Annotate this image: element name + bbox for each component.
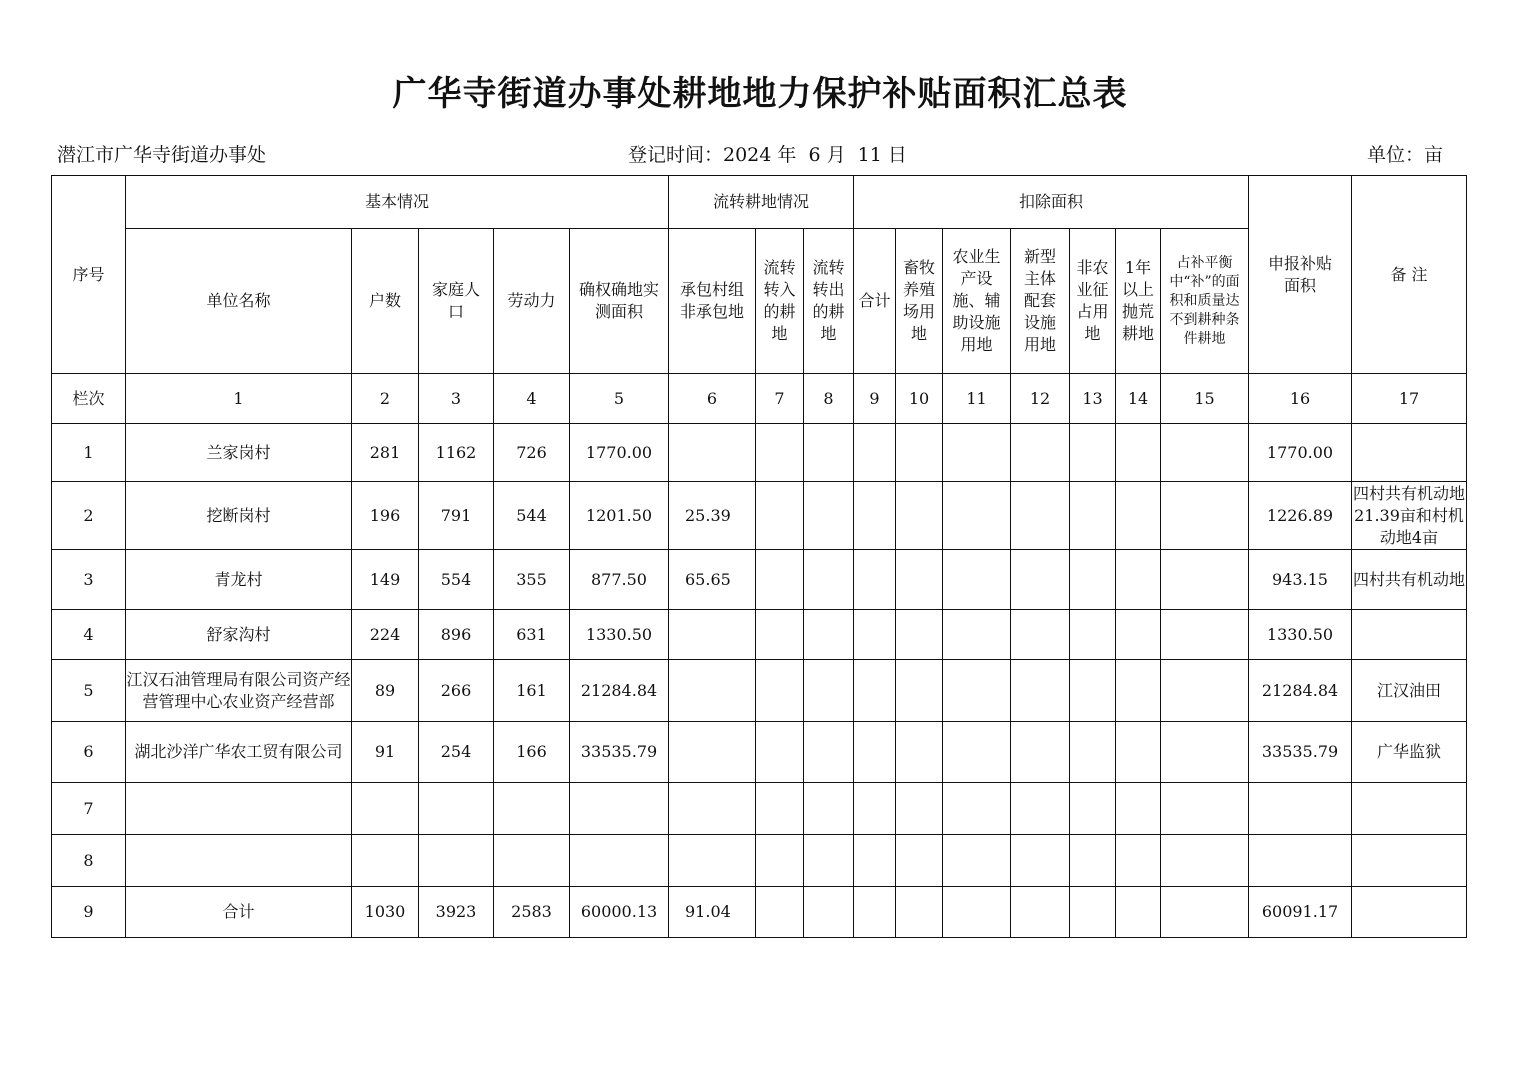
lanci-label: 栏次 — [52, 374, 126, 424]
empty-cell — [1070, 722, 1116, 783]
empty-cell — [1116, 660, 1161, 722]
empty-cell — [1116, 835, 1161, 887]
header-newtype: 新型主体配套设施用地 — [1011, 229, 1070, 374]
header-nonagri: 非农业征占用地 — [1070, 229, 1116, 374]
row-seq: 3 — [52, 550, 126, 610]
column-number: 2 — [352, 374, 419, 424]
column-number: 13 — [1070, 374, 1116, 424]
remark-cell — [1352, 835, 1467, 887]
header-group-deduct: 扣除面积 — [854, 176, 1249, 229]
table-row — [52, 887, 1467, 938]
empty-cell — [854, 783, 896, 835]
empty-cell — [1070, 424, 1116, 482]
column-number: 6 — [669, 374, 756, 424]
labor-cell: 355 — [494, 550, 570, 610]
empty-cell — [1011, 722, 1070, 783]
contract-cell — [669, 835, 756, 887]
area-cell: 1770.00 — [570, 424, 669, 482]
empty-cell — [854, 835, 896, 887]
unit-name-cell: 江汉石油管理局有限公司资产经营管理中心农业资产经营部 — [126, 660, 352, 722]
empty-cell — [804, 835, 854, 887]
empty-cell — [804, 482, 854, 550]
empty-cell — [943, 482, 1011, 550]
column-number: 1 — [126, 374, 352, 424]
area-cell: 877.50 — [570, 550, 669, 610]
remark-cell — [1352, 610, 1467, 660]
empty-cell — [1011, 424, 1070, 482]
family-cell: 3923 — [419, 887, 494, 938]
unit-name-cell — [126, 783, 352, 835]
header-group-basic: 基本情况 — [126, 176, 669, 229]
column-number: 17 — [1352, 374, 1467, 424]
empty-cell — [896, 660, 943, 722]
table-row — [52, 424, 1467, 482]
empty-cell — [854, 424, 896, 482]
table-row — [52, 482, 1467, 550]
empty-cell — [1161, 424, 1249, 482]
registration-date: 登记时间：2024 年 6 月 11 日 — [628, 144, 907, 166]
labor-cell: 726 — [494, 424, 570, 482]
contract-cell — [669, 783, 756, 835]
family-cell: 266 — [419, 660, 494, 722]
header-agri: 农业生产设施、辅助设施用地 — [943, 229, 1011, 374]
remark-cell: 四村共有机动地21.39亩和村机动地4亩 — [1352, 482, 1467, 550]
empty-cell — [756, 610, 804, 660]
declare-cell: 1226.89 — [1249, 482, 1352, 550]
empty-cell — [1070, 660, 1116, 722]
empty-cell — [1070, 610, 1116, 660]
empty-cell — [1161, 783, 1249, 835]
column-number: 3 — [419, 374, 494, 424]
page-title: 广华寺街道办事处耕地地力保护补贴面积汇总表 — [392, 74, 1128, 114]
header-out: 流转转出的耕地 — [804, 229, 854, 374]
header-group-transfer: 流转耕地情况 — [669, 176, 854, 229]
labor-cell: 161 — [494, 660, 570, 722]
family-cell: 254 — [419, 722, 494, 783]
unit-label: 单位：亩 — [1367, 144, 1444, 166]
empty-cell — [804, 424, 854, 482]
empty-cell — [1011, 660, 1070, 722]
column-number: 12 — [1011, 374, 1070, 424]
households-cell: 91 — [352, 722, 419, 783]
contract-cell — [669, 610, 756, 660]
remark-cell: 广华监狱 — [1352, 722, 1467, 783]
empty-cell — [1011, 610, 1070, 660]
empty-cell — [1161, 550, 1249, 610]
empty-cell — [1070, 835, 1116, 887]
family-cell: 1162 — [419, 424, 494, 482]
row-seq: 4 — [52, 610, 126, 660]
empty-cell — [1011, 482, 1070, 550]
column-number: 14 — [1116, 374, 1161, 424]
labor-cell — [494, 835, 570, 887]
empty-cell — [1116, 610, 1161, 660]
header-waste: 1年以上抛荒耕地 — [1116, 229, 1161, 374]
header-households: 户数 — [352, 229, 419, 374]
empty-cell — [854, 660, 896, 722]
empty-cell — [1161, 660, 1249, 722]
declare-cell: 21284.84 — [1249, 660, 1352, 722]
empty-cell — [896, 722, 943, 783]
header-in: 流转转入的耕地 — [756, 229, 804, 374]
empty-cell — [756, 887, 804, 938]
empty-cell — [804, 783, 854, 835]
households-cell: 196 — [352, 482, 419, 550]
header-name: 单位名称 — [126, 229, 352, 374]
column-number: 5 — [570, 374, 669, 424]
empty-cell — [1070, 783, 1116, 835]
empty-cell — [756, 550, 804, 610]
unit-name-cell: 湖北沙洋广华农工贸有限公司 — [126, 722, 352, 783]
empty-cell — [1011, 783, 1070, 835]
contract-cell — [669, 660, 756, 722]
header-total: 合计 — [854, 229, 896, 374]
empty-cell — [1161, 835, 1249, 887]
households-cell: 224 — [352, 610, 419, 660]
declare-cell: 1330.50 — [1249, 610, 1352, 660]
empty-cell — [896, 550, 943, 610]
column-number: 8 — [804, 374, 854, 424]
empty-cell — [896, 610, 943, 660]
declare-cell — [1249, 783, 1352, 835]
contract-cell: 91.04 — [669, 887, 756, 938]
remark-cell — [1352, 887, 1467, 938]
column-number: 15 — [1161, 374, 1249, 424]
empty-cell — [756, 424, 804, 482]
empty-cell — [943, 783, 1011, 835]
empty-cell — [1161, 610, 1249, 660]
column-number: 4 — [494, 374, 570, 424]
empty-cell — [943, 660, 1011, 722]
empty-cell — [854, 887, 896, 938]
area-cell: 33535.79 — [570, 722, 669, 783]
row-seq: 8 — [52, 835, 126, 887]
contract-cell: 25.39 — [669, 482, 756, 550]
header-labor: 劳动力 — [494, 229, 570, 374]
empty-cell — [854, 610, 896, 660]
empty-cell — [804, 550, 854, 610]
empty-cell — [943, 722, 1011, 783]
empty-cell — [854, 550, 896, 610]
empty-cell — [1070, 550, 1116, 610]
empty-cell — [1161, 482, 1249, 550]
lanci-row — [52, 374, 1467, 424]
empty-cell — [896, 482, 943, 550]
households-cell: 89 — [352, 660, 419, 722]
table-row — [52, 835, 1467, 887]
unit-name: 潜江市广华寺街道办事处 — [57, 144, 267, 166]
header-area: 确权确地实测面积 — [570, 229, 669, 374]
summary-table — [51, 175, 1467, 938]
empty-cell — [854, 722, 896, 783]
empty-cell — [1070, 887, 1116, 938]
header-remark: 备 注 — [1352, 176, 1467, 374]
empty-cell — [1161, 722, 1249, 783]
unit-name-cell: 兰家岗村 — [126, 424, 352, 482]
empty-cell — [756, 835, 804, 887]
empty-cell — [896, 835, 943, 887]
labor-cell: 166 — [494, 722, 570, 783]
empty-cell — [943, 887, 1011, 938]
table-row — [52, 550, 1467, 610]
empty-cell — [756, 783, 804, 835]
area-cell — [570, 835, 669, 887]
empty-cell — [804, 887, 854, 938]
empty-cell — [1116, 424, 1161, 482]
empty-cell — [756, 482, 804, 550]
family-cell — [419, 835, 494, 887]
family-cell: 554 — [419, 550, 494, 610]
header-seq: 序号 — [52, 176, 126, 374]
empty-cell — [1116, 783, 1161, 835]
empty-cell — [943, 424, 1011, 482]
empty-cell — [943, 550, 1011, 610]
family-cell — [419, 783, 494, 835]
empty-cell — [804, 722, 854, 783]
table-row — [52, 660, 1467, 722]
empty-cell — [1116, 722, 1161, 783]
empty-cell — [1011, 550, 1070, 610]
area-cell: 21284.84 — [570, 660, 669, 722]
empty-cell — [756, 660, 804, 722]
table-row — [52, 783, 1467, 835]
declare-cell: 943.15 — [1249, 550, 1352, 610]
labor-cell — [494, 783, 570, 835]
contract-cell: 65.65 — [669, 550, 756, 610]
column-number: 9 — [854, 374, 896, 424]
column-number: 7 — [756, 374, 804, 424]
column-number: 16 — [1249, 374, 1352, 424]
remark-cell — [1352, 424, 1467, 482]
row-seq: 6 — [52, 722, 126, 783]
row-seq: 9 — [52, 887, 126, 938]
labor-cell: 631 — [494, 610, 570, 660]
labor-cell: 544 — [494, 482, 570, 550]
empty-cell — [854, 482, 896, 550]
households-cell — [352, 783, 419, 835]
empty-cell — [1011, 835, 1070, 887]
households-cell — [352, 835, 419, 887]
contract-cell — [669, 424, 756, 482]
area-cell: 1201.50 — [570, 482, 669, 550]
empty-cell — [896, 424, 943, 482]
row-seq: 1 — [52, 424, 126, 482]
area-cell — [570, 783, 669, 835]
unit-name-cell: 舒家沟村 — [126, 610, 352, 660]
households-cell: 1030 — [352, 887, 419, 938]
family-cell: 896 — [419, 610, 494, 660]
remark-cell — [1352, 783, 1467, 835]
header-balance: 占补平衡中“补”的面积和质量达不到耕种条件耕地 — [1161, 229, 1249, 374]
empty-cell — [756, 722, 804, 783]
empty-cell — [1070, 482, 1116, 550]
empty-cell — [943, 610, 1011, 660]
declare-cell: 1770.00 — [1249, 424, 1352, 482]
unit-name-cell: 合计 — [126, 887, 352, 938]
empty-cell — [896, 887, 943, 938]
empty-cell — [943, 835, 1011, 887]
empty-cell — [896, 783, 943, 835]
table-row — [52, 610, 1467, 660]
unit-name-cell: 青龙村 — [126, 550, 352, 610]
unit-name-cell: 挖断岗村 — [126, 482, 352, 550]
empty-cell — [1011, 887, 1070, 938]
header-declare: 申报补贴面积 — [1249, 176, 1352, 374]
header-contract: 承包村组非承包地 — [669, 229, 756, 374]
empty-cell — [804, 660, 854, 722]
households-cell: 281 — [352, 424, 419, 482]
empty-cell — [1161, 887, 1249, 938]
remark-cell: 四村共有机动地 — [1352, 550, 1467, 610]
households-cell: 149 — [352, 550, 419, 610]
row-seq: 7 — [52, 783, 126, 835]
contract-cell — [669, 722, 756, 783]
column-number: 10 — [896, 374, 943, 424]
header-family: 家庭人口 — [419, 229, 494, 374]
header-livestock: 畜牧养殖场用地 — [896, 229, 943, 374]
table-row — [52, 722, 1467, 783]
empty-cell — [1116, 550, 1161, 610]
row-seq: 2 — [52, 482, 126, 550]
column-number: 11 — [943, 374, 1011, 424]
remark-cell: 江汉油田 — [1352, 660, 1467, 722]
empty-cell — [1116, 482, 1161, 550]
area-cell: 1330.50 — [570, 610, 669, 660]
declare-cell: 60091.17 — [1249, 887, 1352, 938]
empty-cell — [1116, 887, 1161, 938]
declare-cell — [1249, 835, 1352, 887]
empty-cell — [804, 610, 854, 660]
declare-cell: 33535.79 — [1249, 722, 1352, 783]
unit-name-cell — [126, 835, 352, 887]
family-cell: 791 — [419, 482, 494, 550]
row-seq: 5 — [52, 660, 126, 722]
area-cell: 60000.13 — [570, 887, 669, 938]
labor-cell: 2583 — [494, 887, 570, 938]
